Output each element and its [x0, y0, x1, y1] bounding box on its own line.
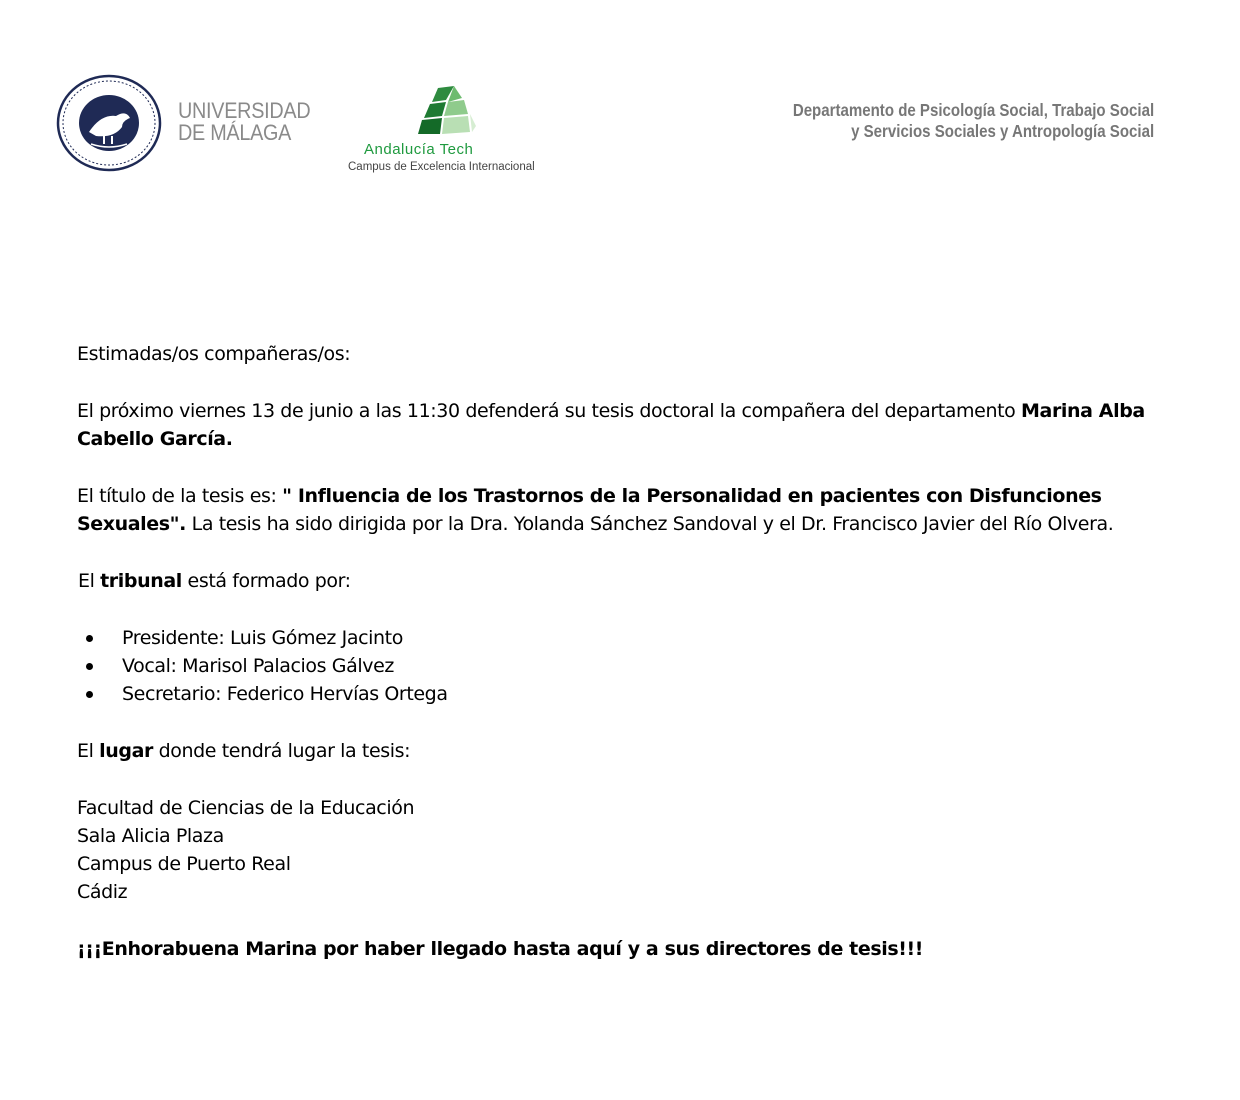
location-heading — [77, 737, 1167, 765]
university-name-line1: UNIVERSIDAD — [178, 98, 311, 123]
closing-message — [77, 935, 1167, 963]
letter-body — [77, 340, 1167, 992]
university-name-line2: DE MÁLAGA — [178, 120, 292, 145]
address-block — [77, 794, 1167, 906]
andalucia-tech-name: Andalucía Tech — [364, 141, 474, 158]
address-line: Cádiz — [77, 881, 128, 903]
university-name — [178, 100, 313, 144]
location-post: donde tendrá lugar la tesis: — [152, 740, 411, 762]
thesis-title-label: El título de la tesis es: — [77, 485, 283, 507]
list-item: Secretario: Federico Hervías Ortega — [77, 680, 1167, 708]
address-line: Facultad de Ciencias de la Educación — [77, 797, 415, 819]
address-line: Campus de Puerto Real — [77, 853, 291, 875]
university-seal-logo — [56, 74, 162, 172]
location-pre: El — [77, 740, 100, 762]
location-keyword: lugar — [99, 740, 153, 762]
closing-text: ¡¡¡Enhorabuena Marina por haber llegado hasta aquí y a sus directores de tesis!!! — [77, 938, 924, 960]
candidate-name: Marina Alba Cabello García. — [77, 400, 1145, 450]
greeting: Estimadas/os compañeras/os: — [77, 343, 351, 365]
department-header — [793, 100, 1154, 142]
address-line: Sala Alicia Plaza — [77, 825, 224, 847]
announcement-text: El próximo viernes 13 de junio a las 11:30 defenderá su tesis doctoral la compañera del departamento — [77, 400, 1022, 422]
thesis-title: " Influencia de los Trastornos de la Personalidad en pacientes con Disfunciones Sexuales". — [77, 485, 1102, 535]
tribunal-pre: El — [78, 570, 101, 592]
department-line2: y Servicios Sociales y Antropología Social — [850, 121, 1154, 141]
tribunal-list — [77, 624, 1167, 708]
tribunal-post: está formado por: — [181, 570, 351, 592]
thesis-directors: La tesis ha sido dirigida por la Dra. Yolanda Sánchez Sandoval y el Dr. Francisco Javier del Río Olvera. — [186, 513, 1114, 535]
announcement-paragraph — [77, 397, 1167, 453]
list-item: Vocal: Marisol Palacios Gálvez — [77, 652, 1167, 680]
department-line1: Departamento de Psicología Social, Trabajo Social — [792, 100, 1154, 120]
thesis-title-paragraph — [77, 482, 1167, 538]
andalucia-tech-subtitle: Campus de Excelencia Internacional — [348, 161, 535, 173]
tribunal-heading — [77, 567, 1167, 595]
andalucia-tech-logo — [410, 84, 480, 140]
tribunal-keyword: tribunal — [100, 570, 182, 592]
list-item: Presidente: Luis Gómez Jacinto — [77, 624, 1167, 652]
